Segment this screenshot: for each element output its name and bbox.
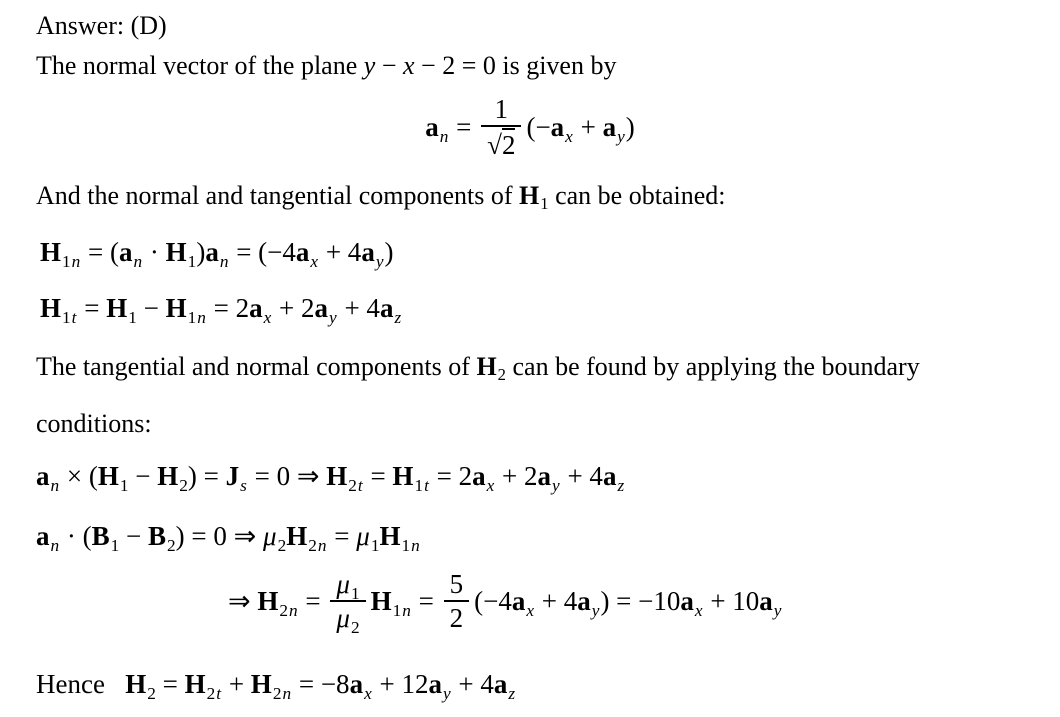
math-run: 1 xyxy=(110,535,120,555)
math-run: x xyxy=(486,475,495,495)
math-run: 1 xyxy=(401,535,411,555)
math-run: t xyxy=(216,683,222,703)
math-run: 1 xyxy=(540,194,549,214)
math-run: t xyxy=(357,475,363,495)
math-run: ⇒ xyxy=(228,586,258,616)
fraction-numerator xyxy=(330,569,365,602)
math-run: = (−4 xyxy=(229,237,296,267)
math-run: x xyxy=(310,251,319,271)
math-run: z xyxy=(617,475,625,495)
math-run: a xyxy=(602,461,617,491)
math-run: 2 xyxy=(206,683,216,703)
math-run: a xyxy=(472,461,486,491)
math-run: H xyxy=(184,669,206,699)
math-run: n xyxy=(411,535,420,555)
math-run: + 4 xyxy=(319,237,362,267)
math-run: y xyxy=(591,600,600,620)
fraction-denominator xyxy=(330,602,365,637)
math-run: 1 xyxy=(494,93,509,124)
math-run: y xyxy=(375,251,384,271)
math-run: = 2 xyxy=(429,461,473,491)
math-run: ) xyxy=(384,237,394,267)
math-run: B xyxy=(91,521,110,551)
math-run: = −8 xyxy=(292,669,350,699)
math-run: H xyxy=(157,461,179,491)
math-run: 1 xyxy=(119,475,129,495)
math-run: + 4 xyxy=(535,586,578,616)
math-run: z xyxy=(508,683,516,703)
equation-unit-normal-vector xyxy=(0,86,1060,172)
math-run: a xyxy=(550,112,565,142)
math-run: a xyxy=(249,293,263,323)
fraction xyxy=(330,568,365,637)
equation-h1-tangential-component xyxy=(40,284,402,336)
math-run: 1 xyxy=(128,307,137,327)
math-run: = xyxy=(411,586,441,616)
math-run: − xyxy=(128,461,158,491)
math-run: 1 xyxy=(414,475,424,495)
math-run: H xyxy=(370,586,392,616)
math-run: 2 xyxy=(308,535,317,555)
math-run: μ xyxy=(336,603,350,634)
math-run: x xyxy=(263,307,272,327)
math-run: x xyxy=(565,126,573,146)
fraction-numerator xyxy=(444,569,470,602)
math-run: y xyxy=(442,683,451,703)
fraction xyxy=(444,569,470,633)
math-run: 2 xyxy=(497,365,506,385)
math-run: a xyxy=(537,461,552,491)
math-run: + 4 xyxy=(337,293,380,323)
math-run: a xyxy=(602,112,617,142)
math-run: = xyxy=(449,112,479,142)
math-run: 2 xyxy=(350,617,360,637)
math-run: The tangential and normal components of xyxy=(36,352,477,381)
math-run: t xyxy=(71,307,77,327)
math-run: H xyxy=(165,237,187,267)
math-run: H xyxy=(165,293,187,323)
math-run: n xyxy=(197,307,206,327)
equation-tangential-boundary-condition xyxy=(36,452,625,504)
math-run: 5 xyxy=(449,568,464,599)
math-run: n xyxy=(133,251,143,271)
math-run: a xyxy=(36,521,50,551)
math-run: μ xyxy=(263,521,277,551)
math-run: x xyxy=(694,600,703,620)
plane-normal-intro-line xyxy=(36,46,616,86)
math-run: − xyxy=(375,51,403,80)
radicand: 2 xyxy=(501,130,516,161)
math-run: 1 xyxy=(187,251,197,271)
math-run: s xyxy=(240,475,247,495)
math-run: 1 xyxy=(187,307,197,327)
math-run: H xyxy=(125,669,147,699)
radical-sign: √ xyxy=(487,130,502,161)
math-run: H xyxy=(106,293,128,323)
math-run: y xyxy=(617,126,625,146)
h2-components-intro-line xyxy=(36,347,920,390)
math-run: 1 xyxy=(62,307,71,327)
math-run: 2 xyxy=(147,683,156,703)
math-run: n xyxy=(402,600,411,620)
math-run: a xyxy=(205,237,219,267)
math-run: And the normal and tangential components of xyxy=(36,181,520,210)
math-run: 2 xyxy=(167,535,176,555)
math-run: H xyxy=(97,461,119,491)
equation-normal-boundary-condition xyxy=(36,512,421,564)
math-run: H xyxy=(379,521,401,551)
math-run: a xyxy=(577,586,591,616)
fraction-numerator xyxy=(481,94,521,127)
math-run: − xyxy=(119,521,149,551)
math-run: + 2 xyxy=(272,293,315,323)
math-run: n xyxy=(50,535,60,555)
math-run: (− xyxy=(526,112,551,142)
radical xyxy=(487,130,515,160)
math-run: 1 xyxy=(392,600,402,620)
math-run: a xyxy=(119,237,133,267)
fraction-denominator xyxy=(444,602,470,633)
math-run: n xyxy=(71,251,81,271)
answer-line: Answer: (D) xyxy=(36,11,167,40)
math-run: B xyxy=(148,521,167,551)
fraction xyxy=(481,94,521,160)
math-run: H xyxy=(286,521,308,551)
math-run: x xyxy=(402,51,415,80)
math-run: a xyxy=(759,586,773,616)
fraction-denominator xyxy=(481,127,521,160)
math-run: H xyxy=(40,237,62,267)
equation-h1-normal-component xyxy=(40,228,393,280)
math-run: 2 xyxy=(348,475,357,495)
math-run: ) xyxy=(625,112,635,142)
math-run: · xyxy=(143,237,166,267)
math-run: a xyxy=(379,293,394,323)
math-run: t xyxy=(424,475,429,495)
math-run: n xyxy=(50,475,60,495)
math-run: ) = −10 xyxy=(600,586,681,616)
math-run: × ( xyxy=(60,461,98,491)
equation-h2-normal-component xyxy=(228,560,782,646)
math-run: H xyxy=(326,461,348,491)
math-run: n xyxy=(317,535,327,555)
h1-components-intro-line xyxy=(36,176,725,219)
math-run: · ( xyxy=(60,521,92,551)
math-run: can be obtained: xyxy=(548,181,726,210)
math-run: H xyxy=(392,461,414,491)
math-run: y xyxy=(363,51,376,80)
math-run: H xyxy=(40,293,62,323)
math-run: y xyxy=(329,307,337,327)
math-run: H xyxy=(519,181,540,210)
conclusion-line xyxy=(36,660,516,712)
math-run: − 2 = 0 is given by xyxy=(414,51,617,80)
math-run: (−4 xyxy=(474,586,512,616)
math-run: a xyxy=(314,293,329,323)
math-run: a xyxy=(36,461,50,491)
math-run: 2 xyxy=(279,600,289,620)
math-run: + 4 xyxy=(560,461,603,491)
math-run: = xyxy=(327,521,357,551)
math-run: n xyxy=(219,251,229,271)
math-run: z xyxy=(394,307,402,327)
math-run: 2 xyxy=(272,683,282,703)
math-run: n xyxy=(439,126,449,146)
math-run: 1 xyxy=(62,251,71,271)
math-run: + 2 xyxy=(495,461,538,491)
math-run: y xyxy=(773,600,782,620)
math-run: + xyxy=(573,112,603,142)
math-run: + 10 xyxy=(703,586,760,616)
math-run: Hence xyxy=(36,669,126,699)
conditions-line: conditions: xyxy=(36,409,152,438)
math-run: y xyxy=(552,475,560,495)
math-run: H xyxy=(476,352,497,381)
math-run: ) = 0 ⇒ xyxy=(175,521,264,551)
math-run: 2 xyxy=(449,603,464,634)
math-run: The normal vector of the plane xyxy=(36,51,364,80)
math-run: = xyxy=(298,586,328,616)
math-run: = xyxy=(363,461,393,491)
math-run: ) xyxy=(196,237,206,267)
math-run: x xyxy=(364,683,372,703)
math-run: = 2 xyxy=(206,293,250,323)
math-run: n xyxy=(289,600,298,620)
math-run: n xyxy=(282,683,292,703)
math-run: a xyxy=(428,669,442,699)
math-run: a xyxy=(680,586,694,616)
math-run: 2 xyxy=(277,535,287,555)
math-run: − xyxy=(136,293,166,323)
math-run: x xyxy=(526,600,535,620)
math-run: H xyxy=(250,669,272,699)
math-run: a xyxy=(349,669,364,699)
math-run: + 4 xyxy=(451,669,494,699)
math-run: H xyxy=(257,586,279,616)
math-run: ) = xyxy=(187,461,226,491)
math-run: 2 xyxy=(179,475,188,495)
math-run: + 12 xyxy=(372,669,429,699)
math-run: a xyxy=(493,669,508,699)
math-run: = 0 ⇒ xyxy=(247,461,327,491)
math-run: μ xyxy=(356,521,370,551)
math-run: = xyxy=(77,293,107,323)
math-run: + xyxy=(222,669,251,699)
math-run: can be found by applying the boundary xyxy=(505,352,920,381)
math-run: a xyxy=(361,237,375,267)
math-run: μ xyxy=(336,568,350,599)
math-run: = ( xyxy=(81,237,120,267)
math-run: 1 xyxy=(350,583,360,603)
math-run: a xyxy=(425,112,439,142)
math-run: = xyxy=(155,669,185,699)
math-run: J xyxy=(225,461,240,491)
math-run: 1 xyxy=(370,535,380,555)
math-run: a xyxy=(511,586,526,616)
math-run: a xyxy=(295,237,310,267)
